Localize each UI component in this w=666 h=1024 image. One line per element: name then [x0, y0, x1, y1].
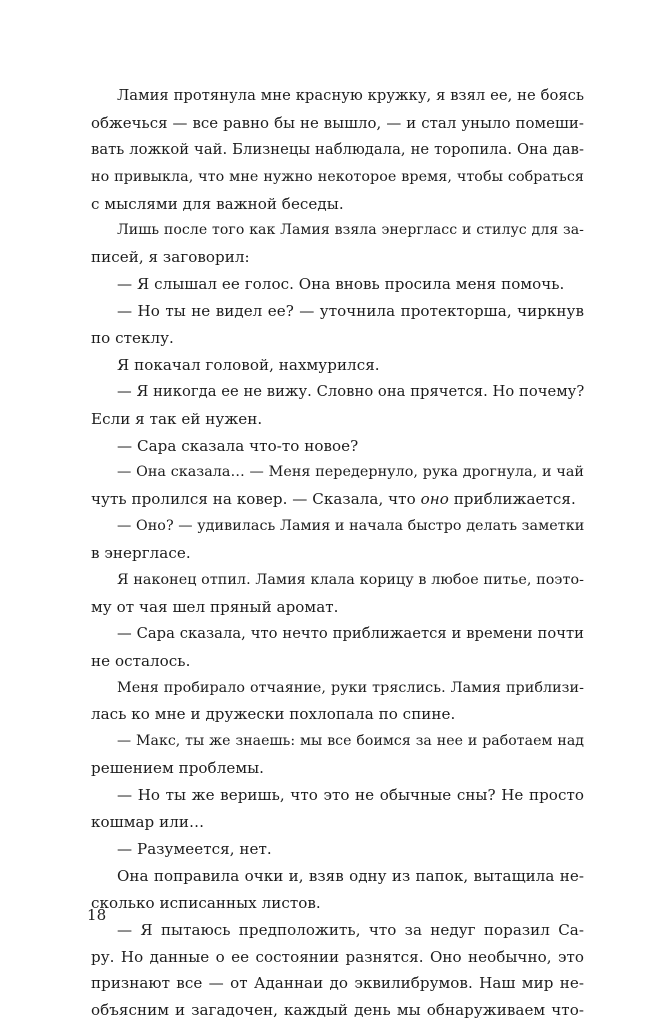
text-line: признают все — от Аданнаи до эквилибрумов. Наш мир не- [91, 974, 584, 993]
text-line: — Я слышал ее голос. Она вновь просила меня помочь. [117, 275, 565, 294]
text-line: сколько исписанных листов. [91, 893, 321, 912]
text-line: чуть пролился на ковер. — Сказала, что оно приближается. [91, 490, 576, 509]
text-line: Меня пробирало отчаяние, руки тряслись. Ламия приблизи- [117, 679, 584, 696]
text-line: — Разумеется, нет. [117, 839, 272, 858]
text-line: вать ложкой чай. Близнецы наблюдала, не торопила. Она дав- [91, 140, 584, 158]
text-line: обжечься — все равно бы не вышло, — и стал уныло помеши- [91, 113, 584, 132]
text-line: лась ко мне и дружески похлопала по спине. [91, 705, 456, 724]
text-line: — Сара сказала, что нечто приближается и времени почти [117, 624, 584, 642]
text-line: — Оно? — удивилась Ламия и начала быстро делать заметки [117, 518, 585, 535]
text-line: — Макс, ты же знаешь: мы все боимся за нее и работаем над [117, 733, 584, 750]
text-line: му от чая шел пряный аромат. [91, 597, 339, 616]
text-line: объясним и загадочен, каждый день мы обнаруживаем что- [91, 1001, 584, 1020]
text-line: — Я никогда ее не вижу. Словно она прячется. Но почему? [117, 382, 585, 400]
text-line: не осталось. [91, 651, 191, 670]
text-line: — Сара сказала что-то новое? [117, 436, 359, 455]
text-line: — Но ты не видел ее? — уточнила протекторша, чиркнув [117, 302, 584, 321]
text-line: Я наконец отпил. Ламия клала корицу в любое питье, поэто- [117, 572, 584, 589]
text-line: но привыкла, что мне нужно некоторое время, чтобы собраться [91, 168, 584, 185]
page-number: 18 [87, 906, 107, 924]
text-line: Ламия протянула мне красную кружку, я взял ее, не боясь [117, 87, 584, 104]
text-line: Она поправила очки и, взяв одну из папок, вытащила не- [117, 866, 584, 885]
text-line: решением проблемы. [91, 759, 265, 778]
text-line: Я покачал головой, нахмурился. [117, 355, 380, 374]
text-line: Если я так ей нужен. [91, 409, 263, 428]
text-line: Лишь после того как Ламия взяла энергласс и стилус для за- [117, 222, 584, 239]
text-line: — Но ты же веришь, что это не обычные сны? Не просто [117, 786, 584, 805]
text-line: писей, я заговорил: [91, 248, 250, 267]
text-line: по стеклу. [91, 329, 174, 348]
text-line: — Я пытаюсь предположить, что за недуг поразил Са- [117, 920, 584, 939]
text-line: кошмар или… [91, 813, 205, 832]
text-line: в энергласе. [91, 544, 191, 563]
text-line: — Она сказала… — Меня передернуло, рука дрогнула, и чай [117, 464, 584, 481]
emphasis-word: оно [420, 490, 449, 509]
body-text [91, 83, 584, 1024]
text-line: с мыслями для важной беседы. [91, 194, 344, 213]
text-line: ру. Но данные о ее состоянии разнятся. Оно необычно, это [91, 947, 584, 966]
